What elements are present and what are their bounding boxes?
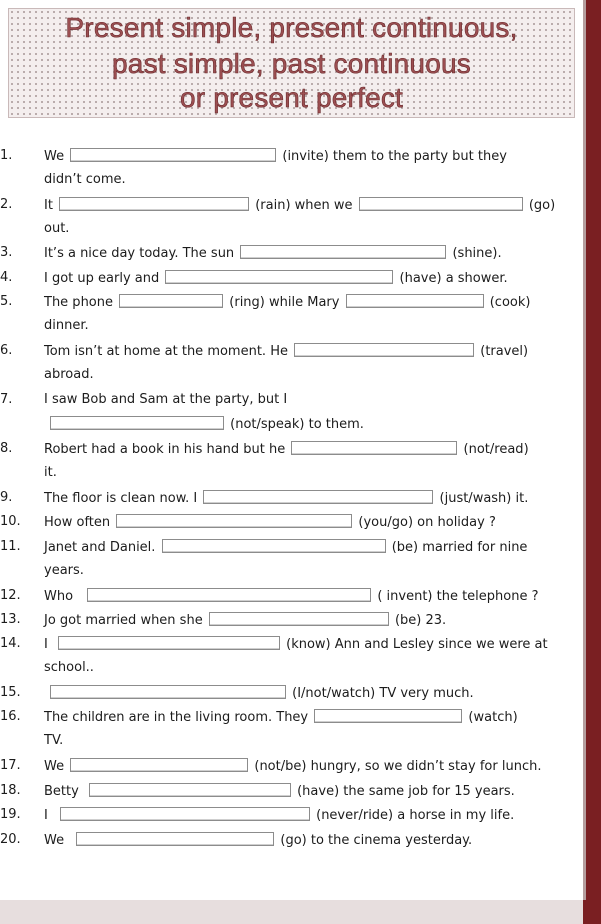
answer-blank[interactable] <box>89 783 291 797</box>
answer-blank[interactable] <box>294 343 474 357</box>
item-number: 12. <box>0 588 21 603</box>
item-number: 6. <box>0 343 13 358</box>
item-text: (go) <box>528 198 556 213</box>
item-number: 14. <box>0 636 21 651</box>
item-text: didn’t come. <box>44 172 126 187</box>
item-text: (be) 23. <box>394 613 447 628</box>
item-text: I got up early and <box>44 271 160 286</box>
item-number: 3. <box>0 245 13 260</box>
item-text: (have) a shower. <box>399 271 508 286</box>
item-text: (go) to the cinema yesterday. <box>280 833 473 848</box>
item-number: 10. <box>0 514 21 529</box>
item-text: dinner. <box>44 318 89 333</box>
item-number: 5. <box>0 294 13 309</box>
item-text: We <box>44 149 65 164</box>
item-number: 2. <box>0 197 13 212</box>
item-text: it. <box>44 465 57 480</box>
item-text: (never/ride) a horse in my life. <box>316 808 515 823</box>
item-text: (ring) while Mary <box>229 295 340 310</box>
item-text: ( invent) the telephone ? <box>377 589 539 604</box>
answer-blank[interactable] <box>76 832 274 846</box>
item-number: 15. <box>0 685 21 700</box>
item-text: (not/read) <box>463 442 529 457</box>
answer-blank[interactable] <box>58 636 280 650</box>
answer-blank[interactable] <box>119 294 223 308</box>
item-number: 20. <box>0 832 21 847</box>
item-text: years. <box>44 563 84 578</box>
answer-blank[interactable] <box>240 245 446 259</box>
item-text: I saw Bob and Sam at the party, but I <box>44 392 288 407</box>
answer-blank[interactable] <box>70 758 248 772</box>
answer-blank[interactable] <box>116 514 352 528</box>
item-text: It <box>44 198 53 213</box>
item-text: Betty <box>44 784 79 799</box>
item-text: I <box>44 637 48 652</box>
item-number: 13. <box>0 612 21 627</box>
item-text: out. <box>44 221 70 236</box>
item-text: Janet and Daniel. <box>44 540 156 555</box>
item-text: How often <box>44 515 111 530</box>
item-number: 11. <box>0 539 21 554</box>
item-text: Jo got married when she <box>44 613 203 628</box>
answer-blank[interactable] <box>359 197 523 211</box>
answer-blank[interactable] <box>314 709 462 723</box>
answer-blank[interactable] <box>203 490 433 504</box>
item-number: 9. <box>0 490 13 505</box>
item-text: (not/speak) to them. <box>230 417 364 432</box>
answer-blank[interactable] <box>165 270 393 284</box>
item-text: (rain) when we <box>255 198 353 213</box>
item-text: (cook) <box>489 295 531 310</box>
title-line-1: Present simple, present continuous, <box>65 12 518 43</box>
item-text: The children are in the living room. They <box>44 710 309 725</box>
item-number: 7. <box>0 392 13 407</box>
item-text: The phone <box>44 295 113 310</box>
item-text: We <box>44 833 65 848</box>
answer-blank[interactable] <box>70 148 276 162</box>
title-line-2: past simple, past continuous <box>112 48 471 79</box>
answer-blank[interactable] <box>59 197 249 211</box>
item-number: 1. <box>0 148 13 163</box>
item-text: (shine). <box>452 246 502 261</box>
item-number: 8. <box>0 441 13 456</box>
item-text: (watch) <box>468 710 518 725</box>
answer-blank[interactable] <box>50 416 224 430</box>
item-text: The floor is clean now. I <box>44 491 198 506</box>
item-text: It’s a nice day today. The sun <box>44 246 235 261</box>
item-text: school.. <box>44 660 94 675</box>
answer-blank[interactable] <box>346 294 484 308</box>
answer-blank[interactable] <box>87 588 371 602</box>
item-text: Robert had a book in his hand but he <box>44 442 286 457</box>
item-text: We <box>44 759 65 774</box>
item-text: (not/be) hungry, so we didn’t stay for lunch. <box>254 759 542 774</box>
item-text: (have) the same job for 15 years. <box>297 784 515 799</box>
item-text: TV. <box>44 733 64 748</box>
answer-blank[interactable] <box>162 539 386 553</box>
item-text: Who <box>44 589 74 604</box>
item-text: I <box>44 808 48 823</box>
item-text: Tom isn’t at home at the moment. He <box>44 344 288 359</box>
page-bottom-band <box>0 900 583 924</box>
item-text: (you/go) on holiday ? <box>358 515 496 530</box>
item-number: 16. <box>0 709 21 724</box>
item-number: 19. <box>0 807 21 822</box>
item-text: (invite) them to the party but they <box>282 149 507 164</box>
title-banner <box>8 8 575 118</box>
item-text: (be) married for nine <box>391 540 528 555</box>
answer-blank[interactable] <box>291 441 457 455</box>
item-text: (I/not/watch) TV very much. <box>292 686 474 701</box>
item-number: 18. <box>0 783 21 798</box>
item-text: (travel) <box>480 344 529 359</box>
answer-blank[interactable] <box>60 807 310 821</box>
title-line-3: or present perfect <box>179 82 404 113</box>
item-text: (just/wash) it. <box>439 491 529 506</box>
item-text: (know) Ann and Lesley since we were at <box>286 637 548 652</box>
item-number: 4. <box>0 270 13 285</box>
item-text: abroad. <box>44 367 94 382</box>
item-number: 17. <box>0 758 21 773</box>
answer-blank[interactable] <box>209 612 389 626</box>
answer-blank[interactable] <box>50 685 286 699</box>
